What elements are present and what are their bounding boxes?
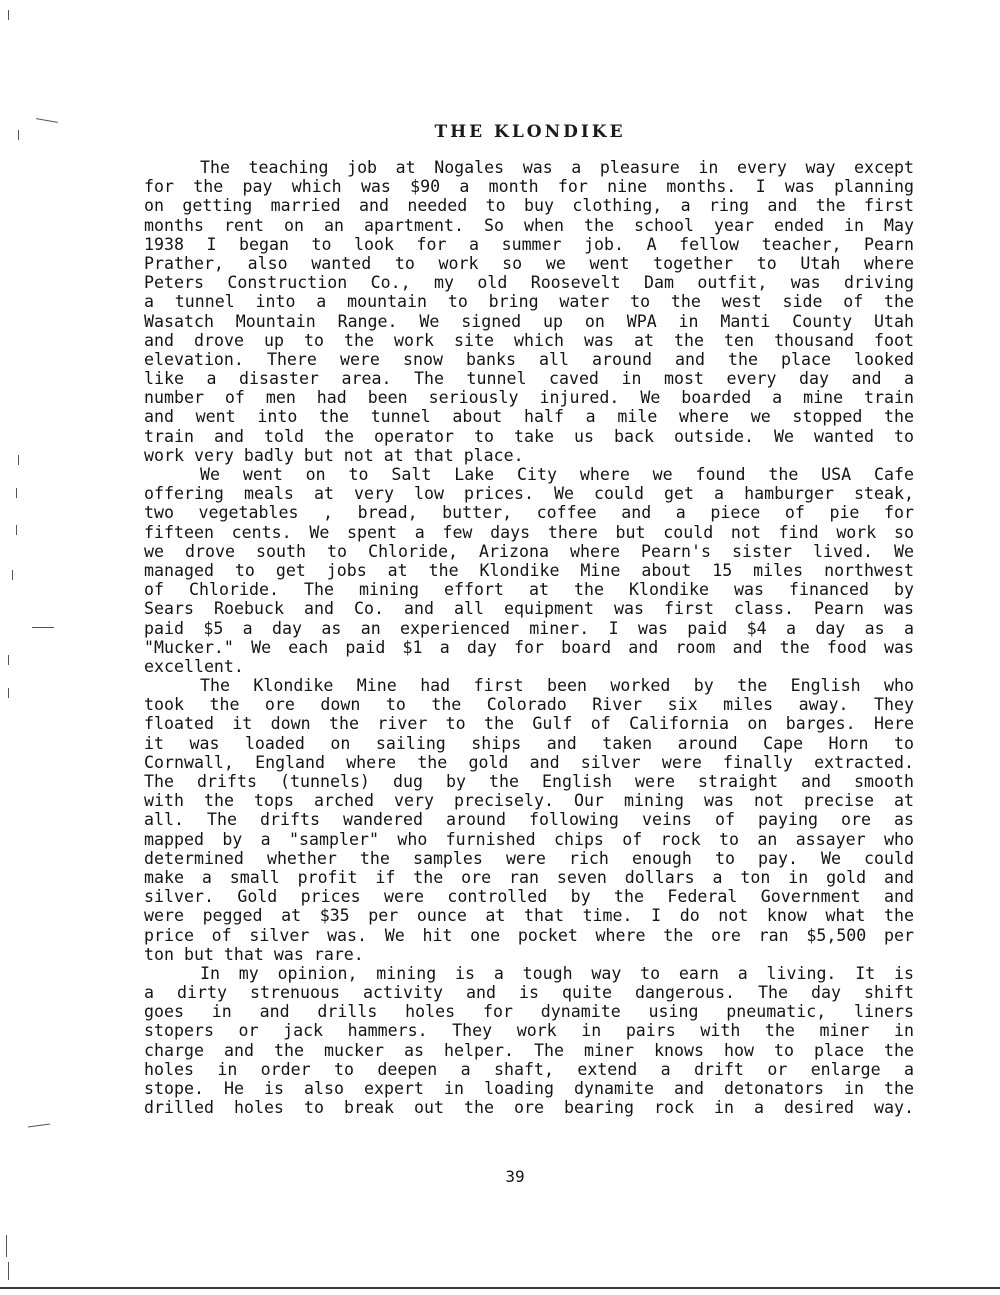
body-text — [144, 158, 914, 1117]
text-line: train and told the operator to take us back outside. We wanted to — [144, 426, 914, 446]
scan-mark — [18, 130, 19, 140]
text-line: The teaching job at Nogales was a pleasure in every way except — [200, 158, 914, 177]
page-number: 39 — [505, 1167, 525, 1186]
text-line: on getting married and needed to buy clothing, a ring and the first — [144, 196, 914, 216]
text-line: mapped by a "sampler" who furnished chips of rock to an assayer who — [144, 829, 914, 849]
scan-mark — [28, 1123, 50, 1127]
text-line: two vegetables , bread, butter, coffee and a piece of pie for — [144, 503, 914, 523]
text-line: stope. He is also expert in loading dynamite and detonators in the — [144, 1079, 914, 1098]
text-line: offering meals at very low prices. We could get a hamburger steak, — [144, 484, 914, 504]
text-line: In my opinion, mining is a tough way to earn a living. It is — [200, 963, 914, 983]
text-line: drilled holes to break out the ore bearing rock in a desired way. — [144, 1098, 914, 1118]
scan-mark — [32, 627, 54, 628]
scan-mark — [8, 1262, 9, 1280]
scan-mark — [8, 655, 9, 665]
text-line: of Chloride. The mining effort at the Klondike was financed by — [144, 580, 914, 600]
text-line: The drifts (tunnels) dug by the English were straight and smooth — [144, 772, 914, 791]
text-line: all. The drifts wandered around following veins of paying ore as — [144, 810, 914, 830]
text-line: goes in and drills holes for dynamite using pneumatic, liners — [144, 1002, 914, 1022]
text-line: months rent on an apartment. So when the school year ended in May — [144, 215, 914, 235]
text-line: fifteen cents. We spent a few days there but could not find work so — [144, 522, 914, 542]
text-line: silver. Gold prices were controlled by the Federal Government and — [144, 887, 914, 907]
text-line: make a small profit if the ore ran seven dollars a ton in gold and — [144, 867, 914, 887]
text-line: The Klondike Mine had first been worked by the English who — [200, 676, 914, 696]
page-bottom-edge — [0, 1287, 1000, 1289]
text-line: with the tops arched very precisely. Our mining was not precise at — [144, 791, 914, 811]
text-line: price of silver was. We hit one pocket where the ore ran $5,500 per — [144, 925, 914, 945]
page-title: THE KLONDIKE — [434, 122, 626, 142]
scan-mark — [12, 570, 13, 580]
text-line: like a disaster area. The tunnel caved in most every day and a — [144, 369, 914, 389]
text-line: it was loaded on sailing ships and taken around Cape Horn to — [144, 733, 914, 753]
scan-mark — [16, 488, 17, 498]
text-line: a dirty strenuous activity and is quite dangerous. The day shift — [144, 983, 914, 1003]
text-line: Wasatch Mountain Range. We signed up on WPA in Manti County Utah — [144, 311, 914, 331]
text-line: we drove south to Chloride, Arizona where Pearn's sister lived. We — [144, 541, 914, 561]
text-line: ton but that was rare. — [144, 944, 364, 964]
text-line: excellent. — [144, 656, 244, 676]
text-line: were pegged at $35 per ounce at that time. I do not know what the — [144, 906, 914, 926]
scan-mark — [8, 688, 9, 698]
scan-mark — [18, 455, 19, 465]
text-line: 1938 I began to look for a summer job. A fellow teacher, Pearn — [144, 234, 914, 254]
text-line: charge and the mucker as helper. The miner knows how to place the — [144, 1040, 914, 1060]
text-line: floated it down the river to the Gulf of California on barges. Here — [144, 714, 914, 734]
text-line: work very badly but not at that place. — [144, 445, 524, 465]
text-line: took the ore down to the Colorado River six miles away. They — [144, 695, 914, 715]
text-line: holes in order to deepen a shaft, extend a drift or enlarge a — [144, 1059, 914, 1079]
text-line: elevation. There were snow banks all around and the place looked — [144, 349, 914, 369]
scan-mark — [16, 525, 17, 535]
text-line: Sears Roebuck and Co. and all equipment was first class. Pearn was — [144, 599, 914, 619]
text-line: "Mucker." We each paid $1 a day for board and room and the food was — [144, 637, 914, 657]
text-line: Cornwall, England where the gold and silver were finally extracted. — [144, 752, 914, 772]
text-line: stopers or jack hammers. They work in pairs with the miner in — [144, 1021, 914, 1041]
text-line: paid $5 a day as an experienced miner. I was paid $4 a day as a — [144, 618, 914, 638]
text-line: and drove up to the work site which was at the ten thousand foot — [144, 330, 914, 350]
text-line: Prather, also wanted to work so we went together to Utah where — [144, 253, 914, 273]
text-line: and went into the tunnel about half a mile where we stopped the — [144, 407, 914, 427]
text-line: a tunnel into a mountain to bring water to the west side of the — [144, 292, 914, 312]
text-line: determined whether the samples were rich enough to pay. We could — [144, 848, 914, 868]
text-line: managed to get jobs at the Klondike Mine about 15 miles northwest — [144, 560, 914, 580]
text-line: We went on to Salt Lake City where we found the USA Cafe — [200, 465, 914, 484]
text-line: for the pay which was $90 a month for nine months. I was planning — [144, 177, 914, 197]
scan-mark — [6, 1235, 7, 1257]
scan-mark — [8, 10, 9, 20]
text-line: Peters Construction Co., my old Roosevelt Dam outfit, was driving — [144, 273, 914, 293]
text-line: number of men had been seriously injured. We boarded a mine train — [144, 388, 914, 408]
